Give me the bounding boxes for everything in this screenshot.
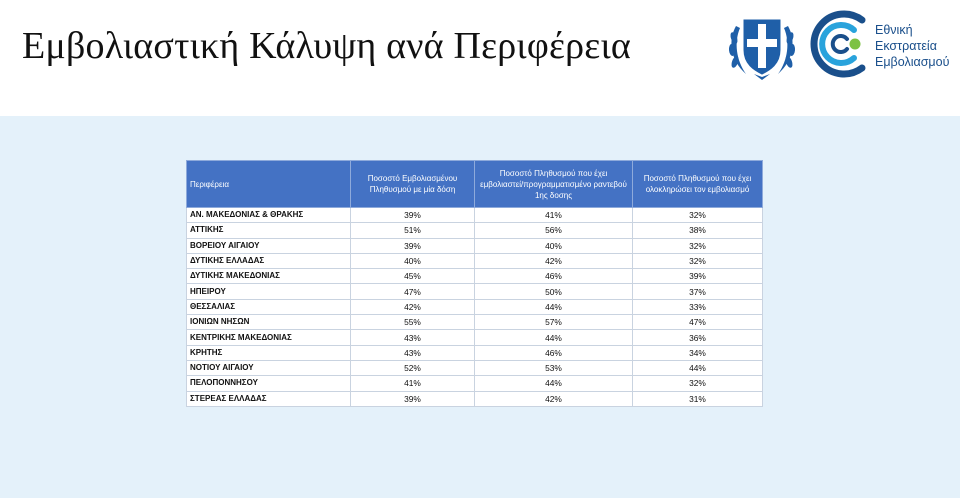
column-header-scheduled: Ποσοστό Πληθυσμού που έχει εμβολιαστεί/προγραμματισμένο ραντεβού 1ης δοσης [475, 161, 633, 208]
scheduled-cell: 44% [475, 376, 633, 391]
completed-cell: 37% [633, 284, 763, 299]
table-row [187, 376, 763, 391]
one-dose-cell: 39% [351, 391, 475, 406]
campaign-line: Εμβολιασμού [875, 55, 950, 69]
one-dose-cell: 47% [351, 284, 475, 299]
one-dose-cell: 39% [351, 238, 475, 253]
completed-cell: 32% [633, 208, 763, 223]
scheduled-cell: 40% [475, 238, 633, 253]
one-dose-cell: 55% [351, 315, 475, 330]
campaign-name [875, 22, 949, 70]
column-header-one-dose: Ποσοστό Εμβολιασμένου Πληθυσμού με μία δόση [351, 161, 475, 208]
scheduled-cell: 46% [475, 269, 633, 284]
completed-cell: 33% [633, 299, 763, 314]
completed-cell: 34% [633, 345, 763, 360]
completed-cell: 32% [633, 253, 763, 268]
column-header-region: Περιφέρεια [187, 161, 351, 208]
region-cell: ΔΥΤΙΚΗΣ ΜΑΚΕΔΟΝΙΑΣ [187, 269, 351, 284]
region-cell: ΒΟΡΕΙΟΥ ΑΙΓΑΙΟΥ [187, 238, 351, 253]
table-row [187, 315, 763, 330]
scheduled-cell: 42% [475, 391, 633, 406]
region-cell: ΠΕΛΟΠΟΝΝΗΣΟΥ [187, 376, 351, 391]
scheduled-cell: 46% [475, 345, 633, 360]
region-cell: ΘΕΣΣΑΛΙΑΣ [187, 299, 351, 314]
one-dose-cell: 45% [351, 269, 475, 284]
table-row [187, 330, 763, 345]
scheduled-cell: 44% [475, 299, 633, 314]
scheduled-cell: 57% [475, 315, 633, 330]
one-dose-cell: 39% [351, 208, 475, 223]
page-title: Εμβολιαστική Κάλυψη ανά Περιφέρεια [22, 25, 631, 67]
region-cell: ΑΤΤΙΚΗΣ [187, 223, 351, 238]
region-cell: ΗΠΕΙΡΟΥ [187, 284, 351, 299]
region-cell: ΙΟΝΙΩΝ ΝΗΣΩΝ [187, 315, 351, 330]
region-cell: ΔΥΤΙΚΗΣ ΕΛΛΑΔΑΣ [187, 253, 351, 268]
scheduled-cell: 41% [475, 208, 633, 223]
table-row [187, 391, 763, 406]
one-dose-cell: 41% [351, 376, 475, 391]
completed-cell: 36% [633, 330, 763, 345]
table-row [187, 208, 763, 223]
table-row [187, 269, 763, 284]
table-row [187, 360, 763, 375]
table-row [187, 223, 763, 238]
table-row [187, 284, 763, 299]
region-cell: ΑΝ. ΜΑΚΕΔΟΝΙΑΣ & ΘΡΑΚΗΣ [187, 208, 351, 223]
table-header-row [187, 161, 763, 208]
campaign-line: Εκστρατεία [875, 39, 937, 53]
scheduled-cell: 56% [475, 223, 633, 238]
scheduled-cell: 50% [475, 284, 633, 299]
completed-cell: 38% [633, 223, 763, 238]
vaccination-campaign-logo-icon [804, 6, 868, 82]
region-cell: ΝΟΤΙΟΥ ΑΙΓΑΙΟΥ [187, 360, 351, 375]
table-row [187, 345, 763, 360]
one-dose-cell: 51% [351, 223, 475, 238]
one-dose-cell: 43% [351, 345, 475, 360]
greek-coat-of-arms-icon [724, 8, 800, 84]
completed-cell: 39% [633, 269, 763, 284]
completed-cell: 47% [633, 315, 763, 330]
table-row [187, 253, 763, 268]
completed-cell: 32% [633, 238, 763, 253]
slide-header [0, 0, 960, 116]
one-dose-cell: 42% [351, 299, 475, 314]
scheduled-cell: 44% [475, 330, 633, 345]
region-cell: ΚΡΗΤΗΣ [187, 345, 351, 360]
table-row [187, 299, 763, 314]
column-header-completed: Ποσοστό Πληθυσμού που έχει ολοκληρώσει τον εμβολιασμό [633, 161, 763, 208]
one-dose-cell: 43% [351, 330, 475, 345]
completed-cell: 44% [633, 360, 763, 375]
table-row [187, 238, 763, 253]
scheduled-cell: 53% [475, 360, 633, 375]
region-cell: ΣΤΕΡΕΑΣ ΕΛΛΑΔΑΣ [187, 391, 351, 406]
completed-cell: 32% [633, 376, 763, 391]
coverage-table [186, 160, 763, 407]
one-dose-cell: 40% [351, 253, 475, 268]
campaign-line: Εθνική [875, 23, 913, 37]
region-cell: ΚΕΝΤΡΙΚΗΣ ΜΑΚΕΔΟΝΙΑΣ [187, 330, 351, 345]
completed-cell: 31% [633, 391, 763, 406]
one-dose-cell: 52% [351, 360, 475, 375]
scheduled-cell: 42% [475, 253, 633, 268]
